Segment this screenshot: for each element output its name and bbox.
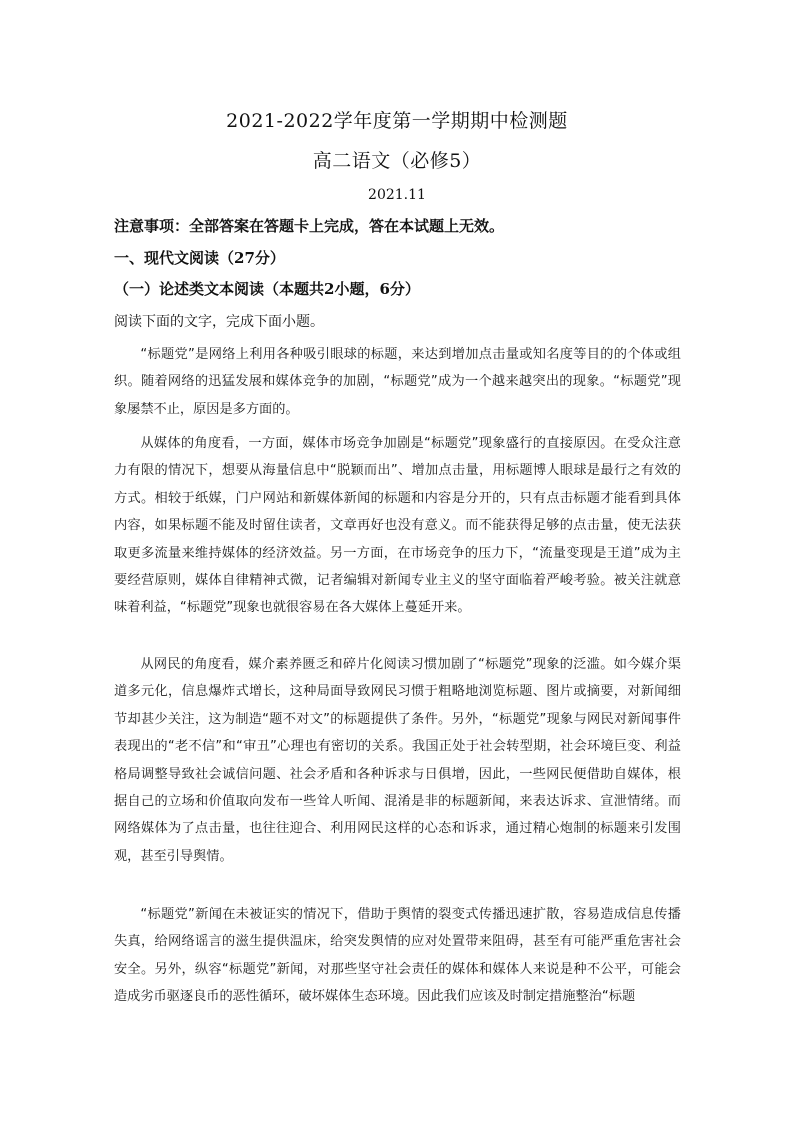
passage-paragraph-2: 从媒体的角度看，一方面，媒体市场竞争加剧是“标题党”现象盛行的直接原因。在受众注意力有限的情况下，想要从海量信息中“脱颖而出”、增加点击量，用标题博人眼球是最行之有效的方式。相较于纸媒，门户网站和新媒体新闻的标题和内容是分开的，只有点击标题才能看到具体内容，如果标题不能及时留住读者，文章再好也没有意义。而不能获得足够的点击量，使无法获取更多流量来维持媒体的经济效益。另一方面，在市场竞争的压力下，“流量变现是王道”成为主要经营原则，媒体自律精神式微，记者编辑对新闻专业主义的坚守面临着严峻考验。被关注就意味着利益，“标题党”现象也就很容易在各大媒体上蔓延开来。 [114, 436, 681, 616]
reading-instruction: 阅读下面的文字，完成下面小题。 [114, 314, 324, 330]
section-heading-part1: 一、现代文阅读（27分） [114, 249, 285, 267]
section-heading-part1-sub1: （一）论述类文本阅读（本题共2小题，6分） [114, 280, 420, 298]
notice-text: 注意事项：全部答案在答题卡上完成，答在本试题上无效。 [114, 217, 505, 235]
passage-paragraph-1: “标题党”是网络上利用各种吸引眼球的标题，来达到增加点击量或知名度等目的的个体或组织。随着网络的迅猛发展和媒体竞争的加剧，“标题党”成为一个越来越突出的现象。“标题党”现象屡禁不止，原因是多方面的。 [114, 347, 681, 417]
exam-title: 2021-2022学年度第一学期期中检测题 [226, 110, 568, 132]
passage-paragraph-4: “标题党”新闻在未被证实的情况下，借助于舆情的裂变式传播迅速扩散，容易造成信息传播失真，给网络谣言的滋生提供温床，给突发舆情的应对处置带来阻碍，甚至有可能严重危害社会安全。另外，纵容“标题党”新闻，对那些坚守社会责任的媒体和媒体人来说是种不公平，可能会造成劣币驱逐良币的恶性循环，破坏媒体生态环境。因此我们应该及时制定措施整治“标题 [114, 907, 681, 1005]
passage-paragraph-3: 从网民的角度看，媒介素养匮乏和碎片化阅读习惯加剧了“标题党”现象的泛滥。如今媒介渠道多元化，信息爆炸式增长，这种局面导致网民习惯于粗略地浏览标题、图片或摘要，对新闻细节却甚少关注，这为制造“题不对文”的标题提供了条件。另外，“标题党”现象与网民对新闻事件表现出的“老不信”和“审丑”心理也有密切的关系。我国正处于社会转型期，社会环境巨变、利益格局调整导致社会诚信问题、社会矛盾和各种诉求与日俱增，因此，一些网民便借助自媒体，根据自己的立场和价值取向发布一些耸人听闻、混淆是非的标题新闻，来表达诉求、宣泄情绪。而网络媒体为了点击量，也往往迎合、利用网民这样的心态和诉求，通过精心炮制的标题来引发围观，甚至引导舆情。 [114, 657, 681, 864]
exam-date: 2021.11 [368, 187, 426, 203]
exam-subtitle: 高二语文（必修5） [312, 150, 482, 172]
